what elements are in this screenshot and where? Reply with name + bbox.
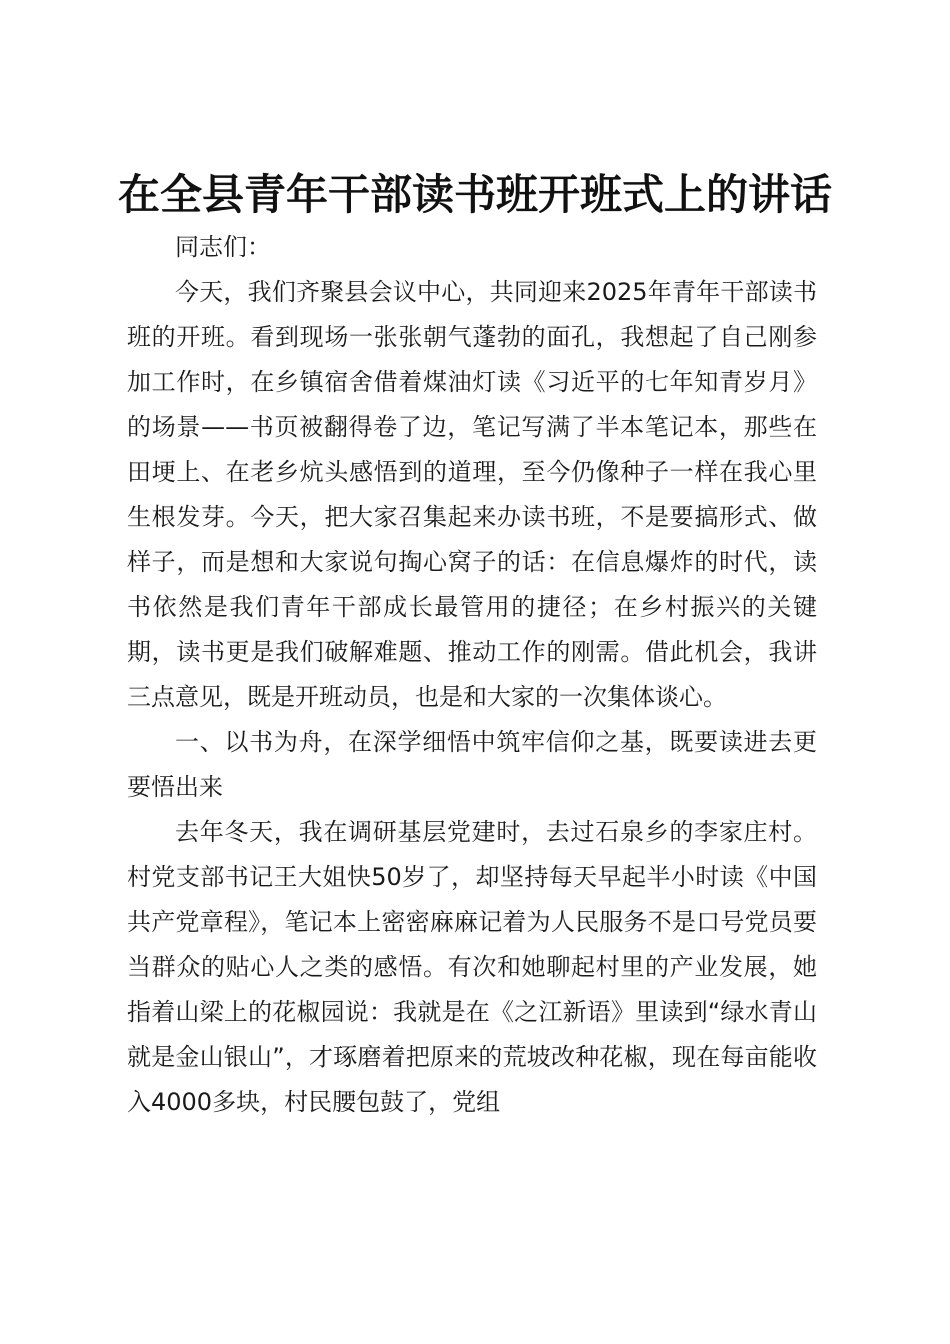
document-body	[127, 225, 817, 1125]
document-title: 在全县青年干部读书班开班式上的讲话	[117, 170, 832, 219]
section-heading-1: 一、以书为舟，在深学细悟中筑牢信仰之基，既要读进去更要悟出来	[127, 728, 817, 801]
paragraph-section-1: 去年冬天，我在调研基层党建时，去过石泉乡的李家庄村。村党支部书记王大姐快50岁了，却坚持每天早起半小时读《中国共产党章程》，笔记本上密密麻麻记着为人民服务不是口号党员要当群众的贴心人之类的感悟。有次和她聊起村里的产业发展，她指着山梁上的花椒园说：我就是在《之江新语》里读到“绿水青山就是金山银山”，才琢磨着把原来的荒坡改种花椒，现在每亩能收入4000多块，村民腰包鼓了，党组	[127, 818, 817, 1116]
salutation: 同志们：	[175, 233, 271, 261]
paragraph-intro: 今天，我们齐聚县会议中心，共同迎来2025年青年干部读书班的开班。看到现场一张张朝气蓬勃的面孔，我想起了自己刚参加工作时，在乡镇宿舍借着煤油灯读《习近平的七年知青岁月》的场景——书页被翻得卷了边，笔记写满了半本笔记本，那些在田埂上、在老乡炕头感悟到的道理，至今仍像种子一样在我心里生根发芽。今天，把大家召集起来办读书班，不是要搞形式、做样子，而是想和大家说句掏心窝子的话：在信息爆炸的时代，读书依然是我们青年干部成长最管用的捷径；在乡村振兴的关键期，读书更是我们破解难题、推动工作的刚需。借此机会，我讲三点意见，既是开班动员，也是和大家的一次集体谈心。	[127, 278, 817, 711]
